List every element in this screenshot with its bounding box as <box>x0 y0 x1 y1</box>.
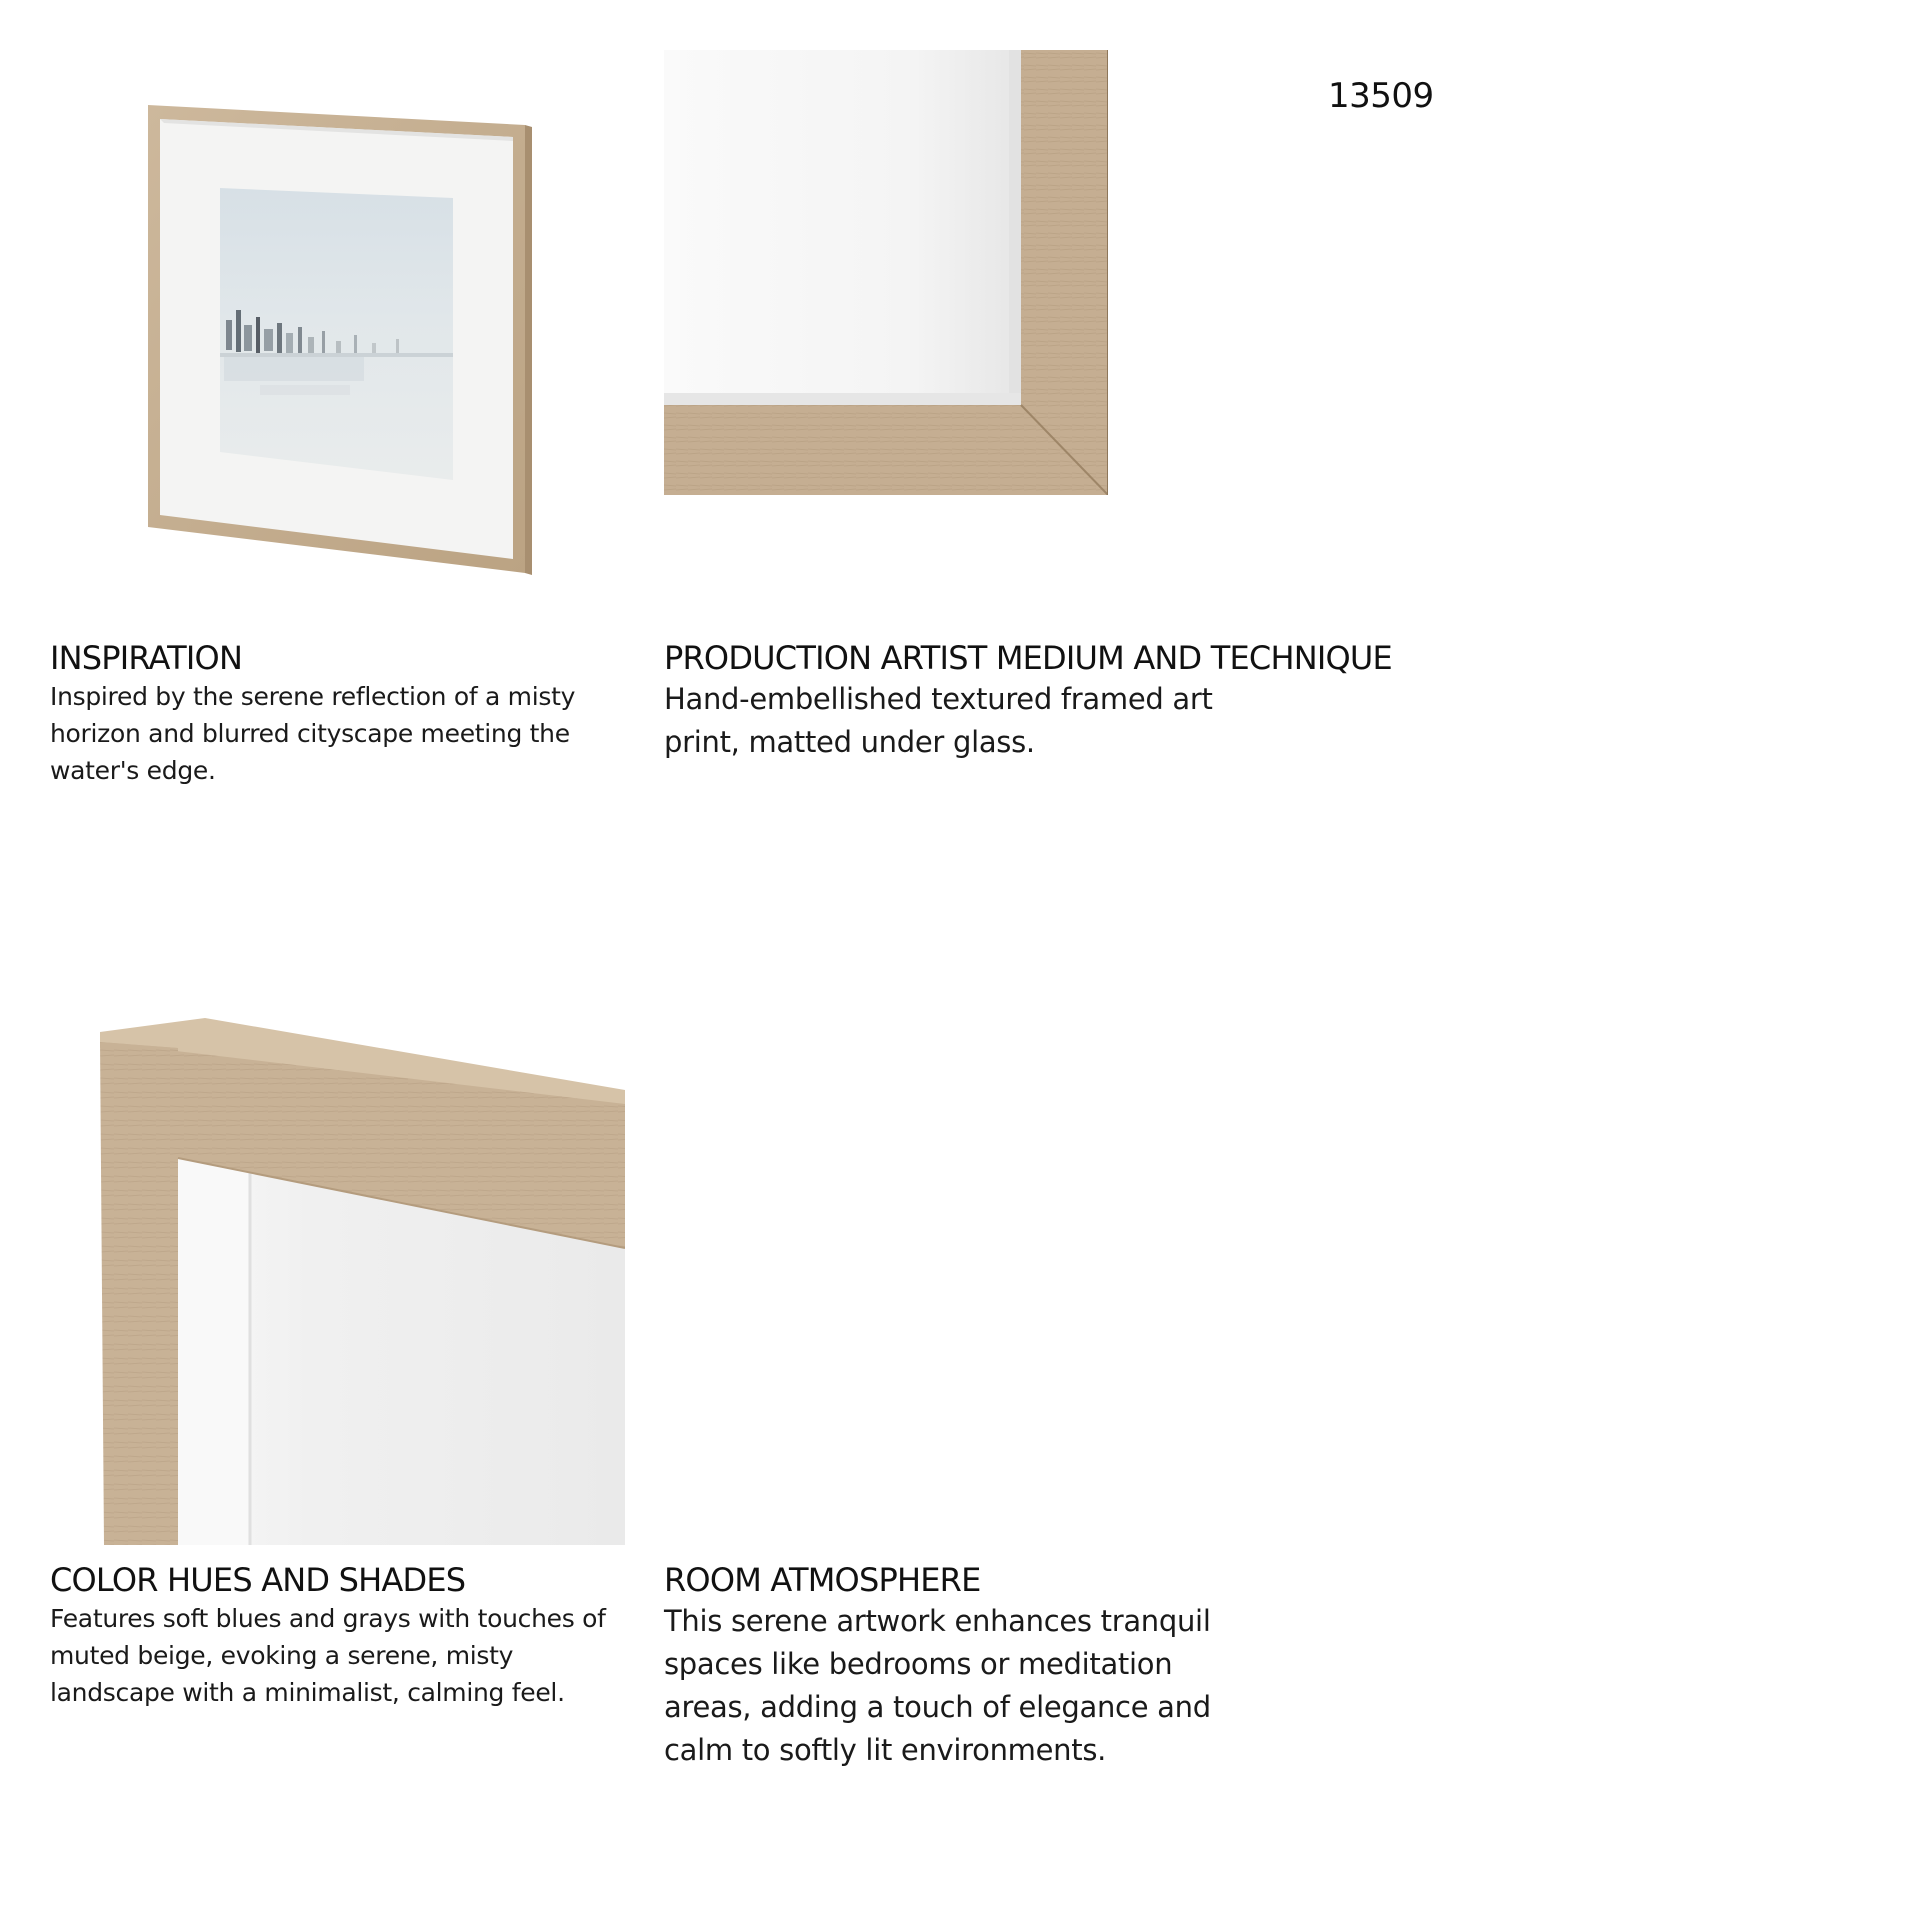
frame-corner-closeup <box>664 50 1108 495</box>
inspiration-title: INSPIRATION <box>50 639 243 677</box>
room-title: ROOM ATMOSPHERE <box>664 1561 981 1599</box>
color-body: Features soft blues and grays with touches of muted beige, evoking a serene, misty landscape with a minimalist, calming feel. <box>50 1604 606 1707</box>
production-title: PRODUCTION ARTIST MEDIUM AND TECHNIQUE <box>664 639 1392 677</box>
color-title: COLOR HUES AND SHADES <box>50 1561 466 1599</box>
room-body: This serene artwork enhances tranquil spaces like bedrooms or meditation areas, adding a touch of elegance and calm to softly lit environments. <box>664 1604 1211 1767</box>
section-room <box>664 1560 1264 1772</box>
product-sku: 13509 <box>1328 76 1434 116</box>
production-body: Hand-embellished textured framed art print, matted under glass. <box>664 682 1213 759</box>
frame-edge-closeup <box>100 1018 625 1545</box>
section-production <box>664 638 1564 764</box>
section-inspiration <box>50 638 610 789</box>
inspiration-body: Inspired by the serene reflection of a misty horizon and blurred cityscape meeting the water's edge. <box>50 682 576 785</box>
framed-print-front-view <box>140 95 540 585</box>
section-color <box>50 1560 630 1711</box>
